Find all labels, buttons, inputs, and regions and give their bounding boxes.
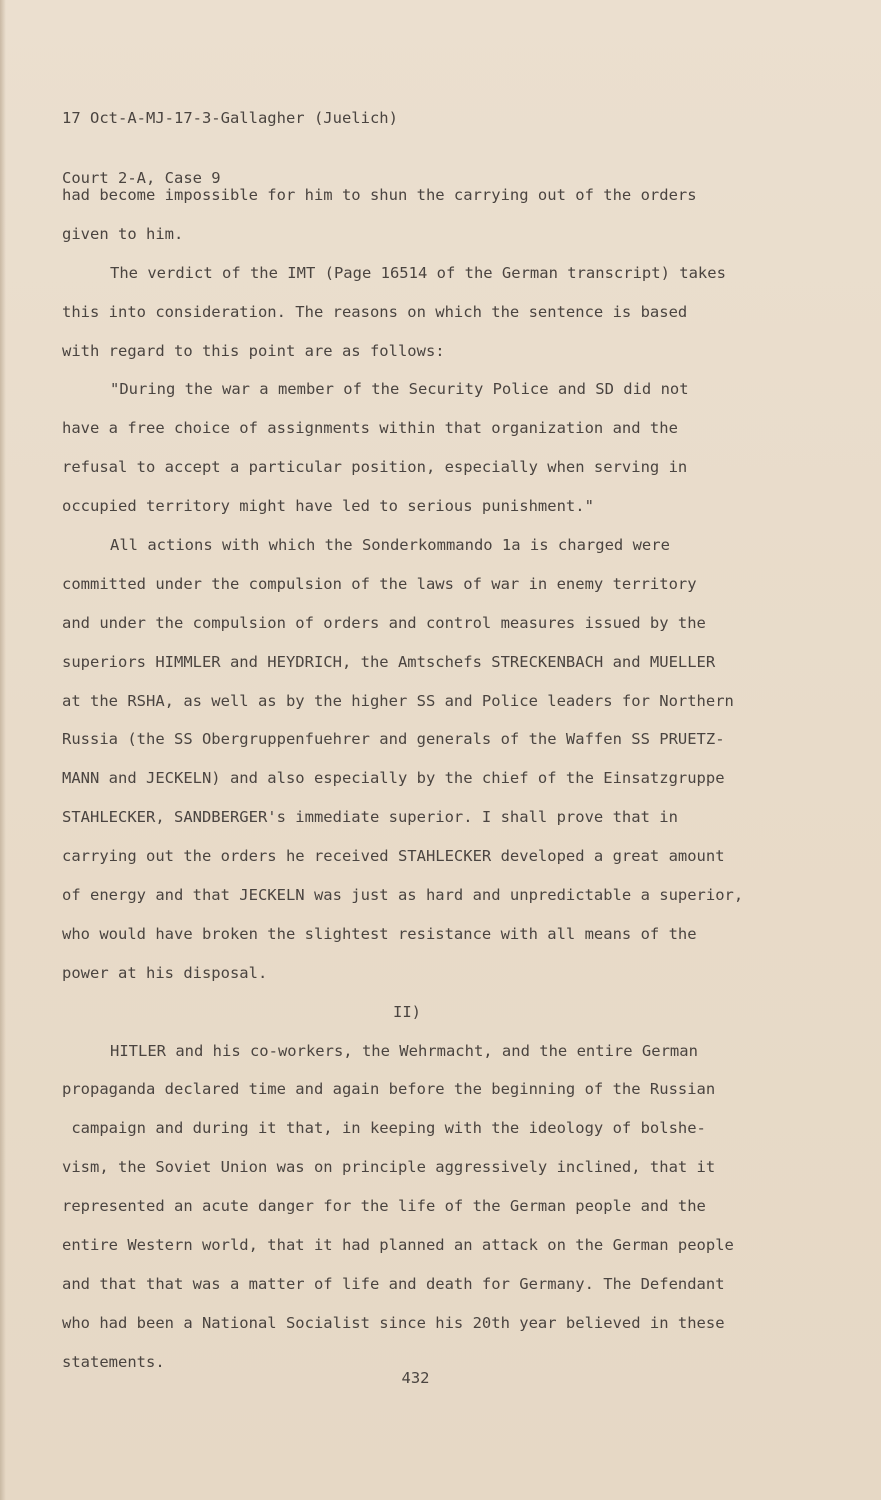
text-line: and under the compulsion of orders and control measures issued by the: [62, 613, 706, 632]
text-line: All actions with which the Sonderkommando 1a is charged were: [110, 536, 670, 555]
text-line: vism, the Soviet Union was on principle aggressively inclined, that it: [62, 1158, 716, 1177]
paper-left-edge: [0, 0, 6, 1500]
text-line: occupied territory might have led to serious punishment.": [62, 497, 594, 516]
text-line: carrying out the orders he received STAHLECKER developed a great amount: [62, 847, 725, 866]
text-line: statements.: [62, 1352, 165, 1371]
text-line: given to him.: [62, 224, 184, 243]
text-line: who would have broken the slightest resistance with all means of the: [62, 924, 697, 943]
text-line: superiors HIMMLER and HEYDRICH, the Amtschefs STRECKENBACH and MUELLER: [62, 652, 716, 671]
text-line: "During the war a member of the Security Police and SD did not: [110, 380, 689, 399]
text-line: this into consideration. The reasons on which the sentence is based: [62, 302, 688, 321]
text-line: and that that was a matter of life and death for Germany. The Defendant: [62, 1274, 725, 1293]
text-line: STAHLECKER, SANDBERGER's immediate superior. I shall prove that in: [62, 808, 678, 827]
text-line: MANN and JECKELN) and also especially by the chief of the Einsatzgruppe: [62, 769, 725, 788]
text-line: entire Western world, that it had planned an attack on the German people: [62, 1236, 734, 1255]
text-line: propaganda declared time and again before the beginning of the Russian: [62, 1080, 716, 1099]
document-body: [62, 183, 782, 1389]
text-line: Russia (the SS Obergruppenfuehrer and generals of the Waffen SS PRUETZ-: [62, 730, 725, 749]
header-court-case: Court 2-A, Case 9: [62, 169, 221, 187]
text-line: HITLER and his co-workers, the Wehrmacht, and the entire German: [110, 1041, 698, 1060]
text-line: power at his disposal.: [62, 963, 268, 982]
text-line: with regard to this point are as follows:: [62, 341, 445, 360]
text-line: committed under the compulsion of the laws of war in enemy territory: [62, 574, 697, 593]
text-line: had become impossible for him to shun the carrying out of the orders: [62, 186, 697, 204]
text-line: who had been a National Socialist since his 20th year believed in these: [62, 1313, 725, 1332]
text-line: of energy and that JECKELN was just as hard and unpredictable a superior,: [62, 886, 744, 905]
text-line: have a free choice of assignments within that organization and the: [62, 419, 678, 438]
text-line: represented an acute danger for the life of the German people and the: [62, 1197, 706, 1216]
page-number: 432: [401, 1369, 430, 1387]
text-line: refusal to accept a particular position, especially when serving in: [62, 458, 688, 477]
text-line: The verdict of the IMT (Page 16514 of the German transcript) takes: [110, 263, 726, 282]
text-line: at the RSHA, as well as by the higher SS and Police leaders for Northern: [62, 691, 734, 710]
text-line: campaign and during it that, in keeping with the ideology of bolshe-: [62, 1119, 706, 1138]
header-case-reference: 17 Oct-A-MJ-17-3-Gallagher (Juelich): [62, 109, 398, 127]
section-heading: II): [393, 1002, 421, 1021]
